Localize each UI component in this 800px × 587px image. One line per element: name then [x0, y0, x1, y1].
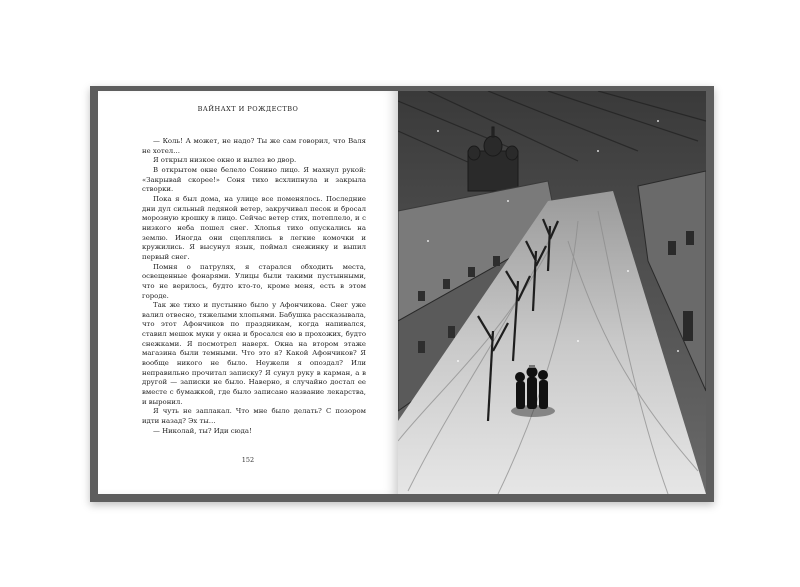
snowy-street-illustration	[398, 91, 706, 494]
body-text	[142, 137, 366, 436]
running-head: ВАЙНАХТ И РОЖДЕСТВО	[197, 105, 299, 113]
page-number: 152	[241, 456, 255, 464]
paragraph: Помня о патрулях, я старался обходить места, освещенные фонарями. Улицы были такими пустынными, что не верилось, будто кто-то, кроме меня, есть в этом городе.	[142, 262, 366, 300]
paragraph: — Коль! А может, не надо? Ты же сам говорил, что Валя не хотел…	[142, 137, 366, 155]
paragraph: В открытом окне белело Сонино лицо. Я махнул рукой: «Закрывай скорее!» Соня тихо всхлипнула и закрыла створки.	[142, 165, 366, 194]
paragraph: — Николай, ты? Иди сюда!	[153, 426, 252, 435]
left-page	[98, 91, 398, 494]
right-page	[398, 91, 706, 494]
paragraph: Пока я был дома, на улице все поменялось. Последние дни дул сильный ледяной ветер, закручивал песок и бросал морозную крошку в лицо. Сейчас ветер стих, потеплело, и с низкого неба пошел снег. Хлопья тихо опускались на землю. Иногда они сцеплялись в легкие комочки и кружились. Я высунул язык, поймал снежинку и выпил первый снег.	[142, 194, 366, 261]
paragraph: Так же тихо и пустынно было у Афончикова. Снег уже валил отвесно, тяжелыми хлопьями. Бабушка рассказывала, что этот Афончиков по праздникам, когда напивался, ставил мешок муки у окна и бросался ею в прохожих, будто снежками. Я посмотрел наверх. Окна на втором этаже магазина были темными. Что это я? Какой Афончиков? Я вообще никого не было. Неужели я опоздал? Или неправильно прочитал записку? Я сунул руку в карман, а в другой — записки не было. Наверно, я случайно достал ее вместе с бумажкой, где было записано название лекарства, и выронил.	[142, 301, 366, 406]
paragraph: Я открыл низкое окно и вылез во двор.	[153, 156, 297, 165]
paragraph: Я чуть не заплакал. Что мне было делать? С позором идти назад? Эх ты…	[142, 407, 366, 426]
